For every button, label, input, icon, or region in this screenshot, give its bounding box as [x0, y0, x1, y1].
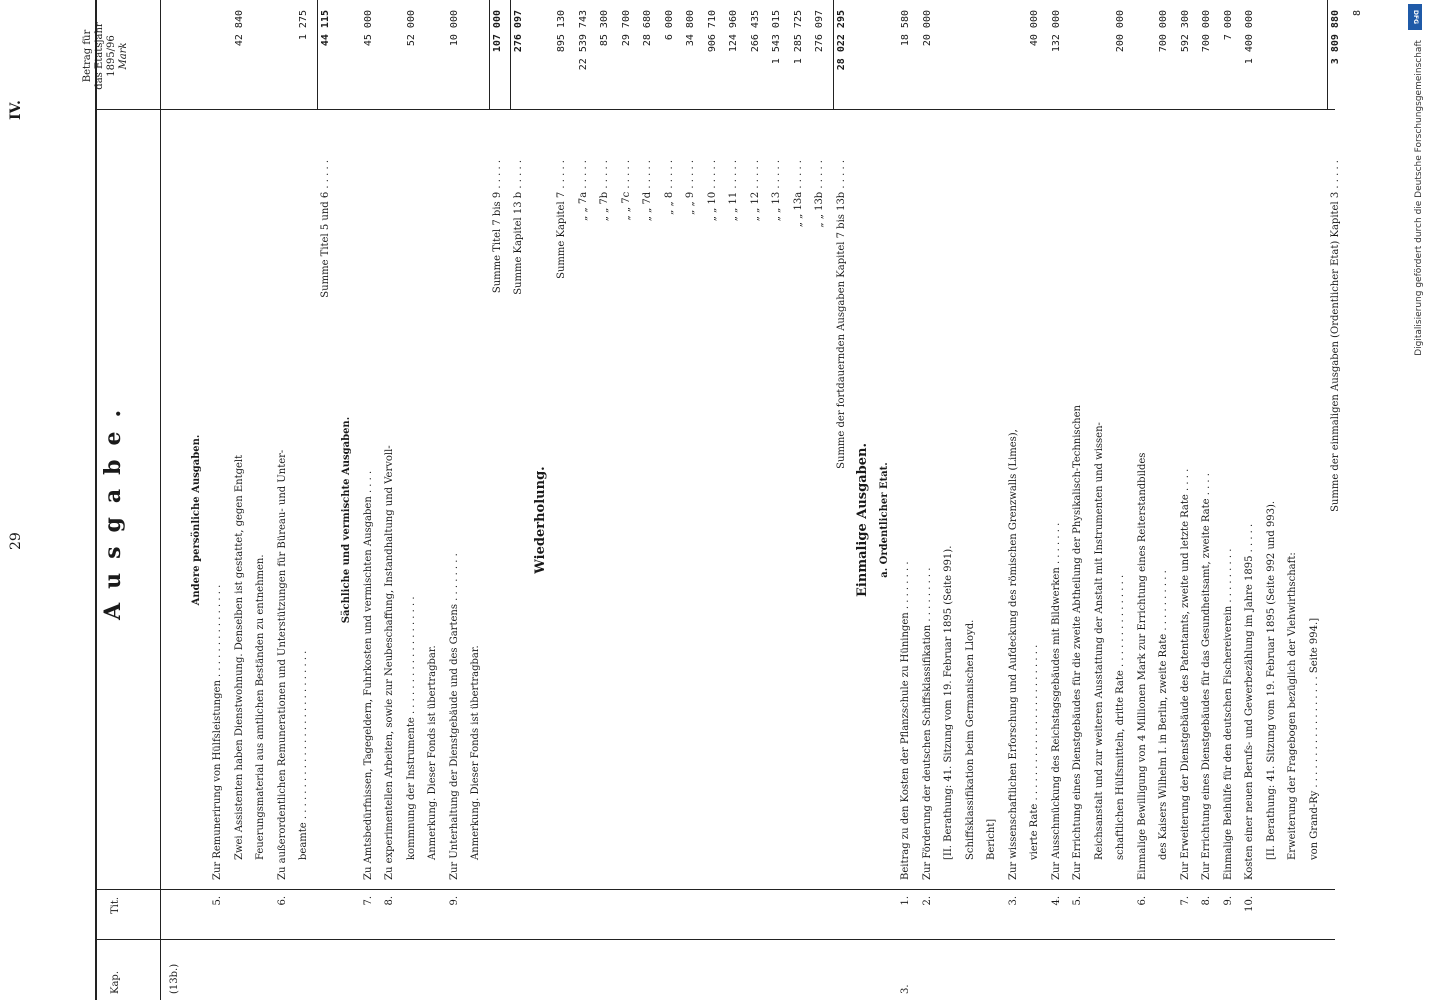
row-text: Einmalige Bewilligung von 4 Millionen Mark zur Errichtung eines Reiterstandbildes — [1136, 452, 1148, 880]
row-amount: 52 000 — [405, 10, 417, 47]
row-text: [II. Berathung: 41. Sitzung vom 19. Februar 1895 (Seite 991). — [943, 545, 954, 860]
table-row — [598, 0, 611, 1000]
row-amount: 1 275 — [298, 10, 309, 41]
header-betrag-unit: Mark — [118, 42, 129, 70]
row-text: Zu außerordentlichen Remunerationen und Unterstützungen für Büreau- und Unter- — [276, 449, 288, 880]
row-text: „ „ 8 . . . . . — [663, 160, 675, 215]
row-titel: 5. — [1072, 896, 1083, 906]
row-text: Zur Erweiterung der Dienstgebäude des Patentamts, zweite und letzte Rate . . . . — [1179, 468, 1191, 880]
row-text: „ „ 13b . . . . . — [814, 160, 825, 228]
table-row — [233, 0, 246, 1000]
table-row — [813, 0, 826, 1000]
row-titel: 8. — [1201, 896, 1212, 906]
table-row — [1329, 0, 1342, 1000]
row-amount: 20 000 — [921, 10, 933, 47]
table-row — [276, 0, 289, 1000]
table-row — [684, 0, 697, 1000]
row-titel: 7. — [1179, 896, 1191, 906]
table-row — [362, 0, 375, 1000]
row-amount: 3 809 880 — [1330, 10, 1341, 65]
table-row — [340, 0, 353, 1000]
row-amount: 107 000 — [491, 10, 503, 53]
table-row — [448, 0, 461, 1000]
row-text: Zwei Assistenten haben Dienstwohnung. Denselben ist gestattet, gegen Entgelt — [233, 454, 245, 860]
row-text: Summe Kapitel 7 . . . . . — [556, 160, 567, 279]
table-row — [297, 0, 310, 1000]
row-text: kommnung der Instrumente . . . . . . . . . . . . . . . . . . . — [405, 596, 417, 860]
row-amount: 906 710 — [706, 10, 718, 53]
table-row — [1114, 0, 1127, 1000]
row-text: Summe Titel 5 und 6 . . . . . — [319, 160, 331, 298]
header-betrag-line-1: Betrag für — [82, 29, 93, 83]
row-text: Zu experimentellen Arbeiten, sowie zur Neubeschaffung, Instandhaltung und Vervoll- — [384, 445, 395, 880]
row-text: Zur Ausschmückung des Reichstagsgebäudes mit Bildwerken . . . . . . . — [1050, 522, 1062, 880]
row-text: Andere persönliche Ausgaben. — [190, 434, 202, 606]
row-amount: 592 300 — [1179, 10, 1191, 53]
table-row — [1200, 0, 1213, 1000]
table-row — [663, 0, 676, 1000]
dfg-logo: DFG — [1408, 4, 1422, 30]
table-row — [1028, 0, 1041, 1000]
table-row — [1286, 0, 1299, 1000]
row-text: Anmerkung. Dieser Fonds ist übertragbar. — [427, 645, 438, 860]
row-text: Zur Förderung der deutschen Schiffsklassifikation . . . . . . . . . — [921, 567, 933, 880]
row-amount: 200 000 — [1115, 10, 1126, 53]
row-titel: 6. — [1136, 896, 1148, 906]
row-amount: 700 000 — [1158, 10, 1169, 53]
row-amount: 28 022 295 — [835, 10, 847, 71]
table-row — [899, 0, 912, 1000]
table-row — [577, 0, 590, 1000]
row-titel: 5. — [212, 896, 223, 906]
row-text: „ „ 12 . . . . . — [749, 160, 761, 222]
row-amount: 29 700 — [620, 10, 632, 47]
row-text: Summe Kapitel 13 b . . . . . — [513, 160, 524, 295]
table-row — [1071, 0, 1084, 1000]
row-text: Kosten einer neuen Berufs- und Gewerbezählung im Jahre 1895 . . . . . — [1244, 523, 1255, 880]
row-text: a. Ordentlicher Etat. — [878, 462, 890, 578]
table-row — [1093, 0, 1106, 1000]
table-row — [1157, 0, 1170, 1000]
row-text: Summe Titel 7 bis 9 . . . . . — [491, 160, 503, 294]
row-text: „ „ 9 . . . . . — [685, 160, 696, 215]
row-text: Summe der einmaligen Ausgaben (Ordentlicher Etat) Kapitel 3 . . . . . — [1330, 160, 1341, 512]
table-row — [620, 0, 633, 1000]
table-row — [942, 0, 955, 1000]
table-row — [1007, 0, 1020, 1000]
table-row — [727, 0, 740, 1000]
row-text: Feuerungsmaterial aus amtlichen Beständen zu entnehmen. — [255, 554, 266, 860]
row-amount: 1 285 725 — [792, 10, 804, 65]
row-amount: 700 000 — [1201, 10, 1212, 53]
row-text: „ „ 7a . . . . . — [577, 160, 589, 221]
row-amount: 44 115 — [319, 10, 331, 47]
row-kapitel: (13b.) — [169, 963, 180, 994]
table-row — [749, 0, 762, 1000]
sum-rule — [317, 0, 318, 110]
row-text: beamte . . . . . . . . . . . . . . . . . . . . . . . . . . . — [298, 650, 309, 860]
row-text: „ „ 11 . . . . . — [728, 160, 739, 222]
row-text: Zur Errichtung eines Dienstgebäudes für die zweite Abtheilung der Physikalisch-Technischen — [1072, 405, 1083, 880]
table-row — [792, 0, 805, 1000]
table-row — [383, 0, 396, 1000]
table-row — [211, 0, 224, 1000]
table-row — [878, 0, 891, 1000]
table-row — [770, 0, 783, 1000]
row-amount: 34 800 — [685, 10, 696, 47]
row-amount: 42 840 — [233, 10, 245, 47]
table-row — [534, 0, 547, 1000]
row-text: Bericht] — [986, 818, 997, 860]
sum-rule — [510, 0, 511, 110]
header-bottom-rule — [160, 0, 161, 1000]
row-text: „ „ 13 . . . . . — [771, 160, 782, 222]
row-titel: 2. — [921, 896, 933, 906]
row-text: Summe der fortdauernden Ausgaben Kapitel 7 bis 13b . . . . . — [835, 160, 847, 469]
header-kap: Kap. — [110, 970, 121, 994]
row-amount: 7 000 — [1222, 10, 1234, 41]
table-row — [512, 0, 525, 1000]
row-amount: 18 580 — [900, 10, 911, 47]
header-betrag-line-3: 1895/96 — [106, 35, 117, 77]
row-titel: 7. — [362, 896, 374, 906]
row-text: „ „ 7b . . . . . — [599, 160, 610, 222]
row-amount: 6 000 — [663, 10, 675, 41]
row-kapitel: 3. — [900, 984, 911, 994]
table-row — [985, 0, 998, 1000]
row-titel: 6. — [276, 896, 288, 906]
row-text: Wiederholung. — [532, 466, 548, 574]
row-titel: 9. — [448, 896, 460, 906]
row-amount: 85 300 — [599, 10, 610, 47]
part-number: IV. — [8, 100, 24, 120]
row-text: Zur Errichtung eines Dienstgebäudes für das Gesundheitsamt, zweite Rate . . . . — [1201, 473, 1212, 880]
table-row — [1351, 0, 1364, 1000]
table-row — [1179, 0, 1192, 1000]
row-amount: 8 — [1351, 10, 1363, 17]
sum-rule — [1327, 0, 1328, 110]
row-amount: 132 000 — [1050, 10, 1062, 53]
table-row — [856, 0, 869, 1000]
row-text: Schiffsklassifikation beim Germanischen Lloyd. — [964, 619, 976, 860]
table-row — [641, 0, 654, 1000]
row-text: Zu Amtsbedürfnissen, Tagegeldern, Fuhrkosten und vermischten Ausgaben . . . . — [362, 470, 374, 880]
table-row — [1265, 0, 1278, 1000]
row-text: Zur Unterhaltung der Dienstgebäude und des Gartens . . . . . . . . — [448, 553, 460, 880]
sum-rule — [489, 0, 490, 110]
row-text: Einmalige Beihülfe für den deutschen Fischereiverein . . . . . . . . . — [1222, 548, 1234, 880]
table-top-rule — [95, 0, 97, 1000]
page-number: 29 — [8, 532, 24, 550]
dfg-funding-note: Digitalisierung gefördert durch die Deutsche Forschungsgemeinschaft — [1414, 40, 1424, 356]
row-amount: 28 680 — [642, 10, 653, 47]
row-text: Zur wissenschaftlichen Erforschung und Aufdeckung des römischen Grenzwalls (Limes), — [1007, 429, 1019, 880]
row-amount: 276 097 — [513, 10, 524, 53]
row-text: „ „ 13a . . . . . — [792, 160, 804, 228]
table-row — [168, 0, 181, 1000]
row-titel: 3. — [1007, 896, 1019, 906]
row-text: Beitrag zu den Kosten der Pflanzschule zu Hüningen . . . . . . . . — [900, 561, 911, 880]
table-row — [190, 0, 203, 1000]
row-text: Einmalige Ausgaben. — [855, 443, 870, 597]
header-betrag — [82, 10, 130, 102]
table-row — [1243, 0, 1256, 1000]
table-row — [1222, 0, 1235, 1000]
row-amount: 895 130 — [556, 10, 567, 53]
table-row — [491, 0, 504, 1000]
table-row — [319, 0, 332, 1000]
row-titel: 10. — [1244, 896, 1255, 912]
row-titel: 9. — [1222, 896, 1234, 906]
table-row — [426, 0, 439, 1000]
row-titel: 8. — [384, 896, 395, 906]
table-row — [254, 0, 267, 1000]
table-row — [469, 0, 482, 1000]
table-row — [964, 0, 977, 1000]
row-amount: 45 000 — [362, 10, 374, 47]
row-text: von Grand-Ry . . . . . . . . . . . . . . . . . . Seite 994.] — [1308, 617, 1320, 860]
header-betrag-line-2: das Etatsjahr — [94, 22, 105, 90]
row-amount: 1 543 015 — [771, 10, 782, 65]
table-row — [1136, 0, 1149, 1000]
table-row — [1308, 0, 1321, 1000]
row-text: Sächliche und vermischte Ausgaben. — [341, 416, 352, 624]
table-row — [555, 0, 568, 1000]
row-text: Zur Remunerirung von Hülfsleistungen . . . . . . . . . . . . . . . — [212, 584, 223, 880]
row-amount: 40 000 — [1029, 10, 1040, 47]
row-text: Reichsanstalt und zur weiteren Ausstattung der Anstalt mit Instrumenten und wissen- — [1093, 422, 1105, 860]
row-amount: 266 435 — [749, 10, 761, 53]
table-row — [706, 0, 719, 1000]
row-text: „ „ 7d . . . . . — [642, 160, 653, 222]
row-text: des Kaisers Wilhelm I. in Berlin, zweite Rate . . . . . . . . . . — [1158, 570, 1169, 860]
row-text: Erweiterung der Fragebogen bezüglich der Viehwirthschaft: — [1287, 552, 1298, 860]
row-text: schaftlichen Hülfsmitteln, dritte Rate . . . . . . . . . . . . . . . — [1115, 574, 1126, 860]
row-text: vierte Rate . . . . . . . . . . . . . . . . . . . . . . . . . — [1029, 644, 1040, 860]
row-titel: 1. — [900, 896, 911, 906]
row-amount: 10 000 — [448, 10, 460, 47]
table-row — [1050, 0, 1063, 1000]
row-text: „ „ 7c . . . . . — [620, 160, 632, 221]
row-text: Anmerkung. Dieser Fonds ist übertragbar. — [470, 645, 481, 860]
row-amount: 1 400 000 — [1244, 10, 1255, 65]
row-text: „ „ 10 . . . . . — [706, 160, 718, 222]
row-amount: 124 960 — [728, 10, 739, 53]
header-tit: Tit. — [110, 896, 121, 914]
row-amount: 276 097 — [814, 10, 825, 53]
row-text: [II. Berathung: 41. Sitzung vom 19. Februar 1895 (Seite 992 und 993). — [1265, 500, 1277, 860]
table-row — [835, 0, 848, 1000]
table-row — [921, 0, 934, 1000]
table-row — [405, 0, 418, 1000]
header-title: Ausgabe. — [100, 395, 126, 620]
sum-rule — [833, 0, 834, 110]
row-amount: 22 539 743 — [577, 10, 589, 71]
row-titel: 4. — [1050, 896, 1062, 906]
